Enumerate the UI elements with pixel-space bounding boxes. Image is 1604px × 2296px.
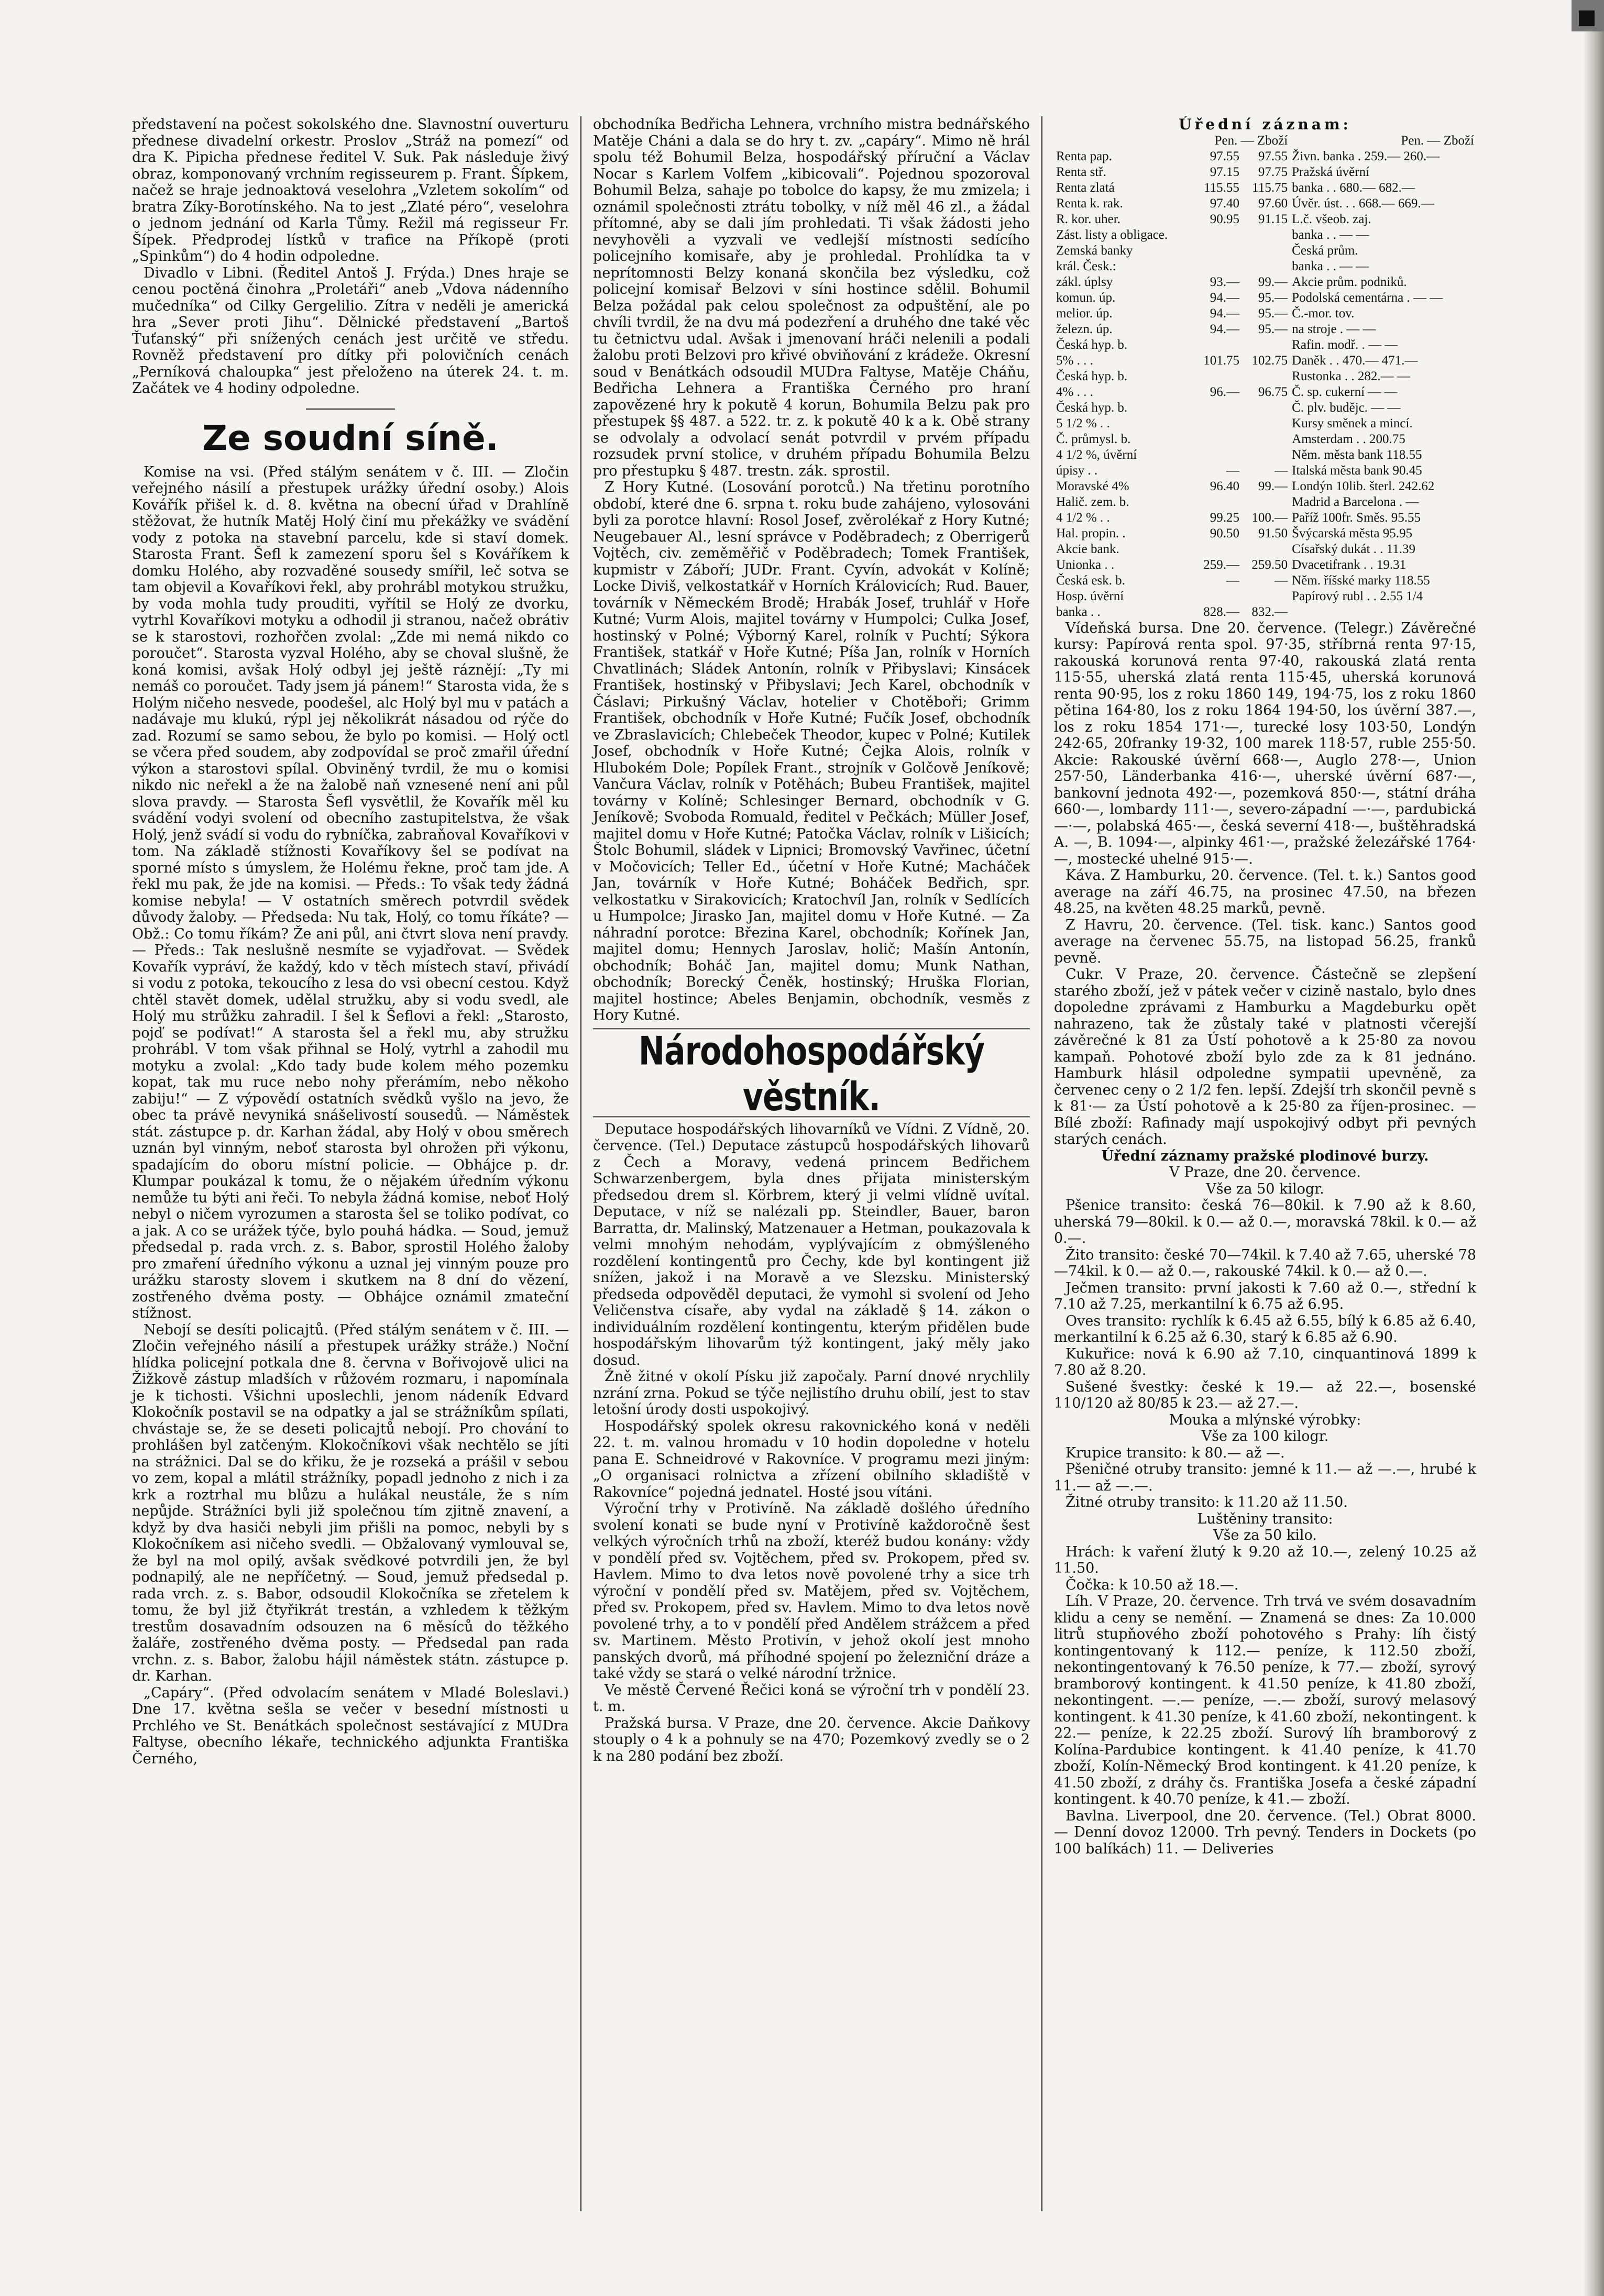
- quotes-cell: L.č. všeob. zaj.: [1292, 212, 1371, 226]
- quotes-cell: [1193, 494, 1242, 510]
- quotes-cell: [1193, 227, 1242, 243]
- quotes-cell: [1193, 416, 1242, 432]
- corn-prices: Kukuřice: nová k 6.90 až 7.10, cinquantinová 1899 k 7.80 až 8.20.: [1054, 1345, 1476, 1378]
- quotes-cell: [1242, 227, 1290, 243]
- quotes-cell: Zást. listy a obligace.: [1056, 227, 1168, 242]
- quotes-cell: Renta zlatá: [1056, 180, 1115, 195]
- quotes-cell: 100.—: [1251, 510, 1288, 525]
- legumes-unit: Vše za 50 kilo.: [1213, 1527, 1317, 1543]
- quotes-cell: Císařský dukát . . 11.39: [1292, 542, 1416, 556]
- quotes-row: [1054, 510, 1476, 526]
- quotes-cell: Hosp. úvěrní: [1056, 589, 1124, 603]
- quotes-cell: Pražská úvěrní: [1292, 164, 1370, 179]
- quotes-cell: —: [1275, 573, 1288, 588]
- quotes-row: [1054, 259, 1476, 274]
- quotes-cell: melior. úp.: [1056, 306, 1113, 321]
- quotes-cell: Londýn 10lib. šterl. 242.62: [1292, 479, 1435, 493]
- column-3: [1042, 116, 1488, 2211]
- quotes-cell: Renta stř.: [1056, 164, 1106, 179]
- theatre-notice: představení na počest sokolského dne. Slavnostní ouverturu přednese divadelní orkestr. Proslov „Stráž na pomezí“ od dra K. Pipicha přednese ředitel V. Suk. Pak následuje živý obraz, komponovaný vrchním regisseurem p. Frant. Šípkem, načež se hraje jednoaktová veselohra „Vzletem sokolím“ od bratra Zíky-Borotínského. Na to jest „Zlaté péro“, veselohra o jednom jednání od Karla Tůmy. Režil má regisseur Fr. Šípek. Předprodej lístků v trafice na Příkopě (proti „Spinkům“) do 4 hodin odpoledne.: [132, 116, 569, 264]
- quotes-cell: —: [1226, 463, 1239, 478]
- quotes-cell: zákl. úplsy: [1056, 274, 1113, 289]
- quotes-row: [1054, 227, 1476, 243]
- quotes-cell: 5% . . .: [1056, 353, 1093, 368]
- court-article-policajti: Nebojí se desíti policajtů. (Před stálým senátem v č. III. — Zločin veřejného násilí a přestupek urážky stráže.) Noční hlídka policejní potkala dne 8. června v Bořivojově ulici na Žižkově zástup mladších v růžovém rozmaru, i napomínala je k tichosti. Všichni uposlechli, jenom nádeník Edvard Klokočník postavil se na odpatky a jal se strážníkům spílati, chvástaje se, že se deseti policajtů nebojí. Pro chování to prohlášen byl zatčeným. Klokočníkovi však nechtělo se jíti na strážnici. Dal se do křiku, že je rozseká a prášil v sebou vo zem, kopal a mlátil strážníky, popadl jednoho z nich i za krk a roztrhal mu blůzu a hulákal neustále, že s ním nepůjde. Strážníci byli již společnou tím zjitně znavení, a když by dva hasiči nebyli jim přišli na pomoc, nebyli by s Klokočníkem asi ničeho svedli. — Obžalovaný vymlouval se, že byl na mol opilý, avšak svědkové potvrdili jen, že byl podnapilý, ale ne nepříčetný. — Soud, jemuž předsedal p. rada vrch. z. s. Babor, odsoudil Klokočníka se zřetelem k tomu, že byl již čtyřikrát trestán, a vzhledem k těžkým trestům dosavadním odsouzen na 6 měsíců do těžkého žaláře, zostřeného dvěma posty. — Předsedal pan rada vrchn. z. s. Babor, žalobu hájil náměstek státn. zástupce p. dr. Karhan.: [132, 1321, 569, 1684]
- quotes-cell: [1242, 589, 1290, 604]
- quotes-cell: 97.75: [1258, 164, 1288, 179]
- quotes-cell: úpisy . .: [1056, 463, 1098, 478]
- quotes-cell: Rafin. modř. . — —: [1292, 337, 1398, 352]
- quotes-row: [1054, 322, 1476, 337]
- quotes-cell: Česká prům.: [1292, 243, 1358, 258]
- quotes-cell: 90.95: [1210, 212, 1239, 226]
- quotes-cell: R. kor. uher.: [1056, 212, 1120, 226]
- quotes-cell: [1193, 400, 1242, 416]
- quotes-cell: Č. sp. cukerní — —: [1292, 384, 1398, 399]
- quotes-cell: Č.-mor. tov.: [1292, 306, 1355, 321]
- table-header-row: [1054, 133, 1476, 149]
- quotes-cell: banka . .: [1056, 604, 1101, 619]
- quotes-cell: Česká hyp. b.: [1056, 369, 1128, 383]
- quotes-row: [1054, 369, 1476, 384]
- quotes-row: [1054, 149, 1476, 164]
- quotes-cell: [1242, 432, 1290, 447]
- quotes-cell: 95.—: [1258, 322, 1288, 336]
- economy-section-title: Národohospodářský věstník.: [638, 1028, 985, 1120]
- newspaper-page: [120, 116, 1488, 2211]
- quotes-cell: 5 1/2 % . .: [1056, 416, 1110, 431]
- quotes-cell: 97.40: [1210, 196, 1239, 211]
- quotes-row: [1054, 164, 1476, 180]
- prague-exchange: Pražská bursa. V Praze, dne 20. července. Akcie Daňkovy stouply o 4 k a pohnuly se na 470; Pozemkový zvedly se o 2 k na 280 podání bez zboží.: [593, 1715, 1030, 1764]
- quotes-row: [1054, 353, 1476, 369]
- quotes-cell: [1193, 589, 1242, 604]
- semolina-prices: Krupice transito: k 80.— až —.: [1065, 1444, 1285, 1461]
- harvest-pisek: Žně žitné v okolí Písku již započaly. Parní dnové nrychlily nzrání zrna. Pokud se týče nejlistího druhu obilí, jest to stav letošní úrody dosti uspokojivý.: [593, 1368, 1030, 1418]
- quotes-cell: 99.—: [1258, 274, 1288, 289]
- quotes-cell: 115.75: [1252, 180, 1288, 195]
- quotes-row: [1054, 589, 1476, 604]
- quotes-cell: 4% . . .: [1056, 384, 1093, 399]
- quotes-cell: [1193, 447, 1242, 463]
- quotes-row: [1054, 212, 1476, 227]
- oat-prices: Oves transito: rychlík k 6.45 až 6.55, bílý k 6.85 až 6.40, merkantilní k 6.25 až 6.30, starý k 6.85 až 6.90.: [1054, 1312, 1476, 1345]
- quotes-cell: 97.60: [1258, 196, 1288, 211]
- quotes-cell: Rustonka . . 282.— —: [1292, 369, 1410, 383]
- quotes-row: [1054, 290, 1476, 306]
- court-article-komise: Komise na vsi. (Před stálým senátem v č. III. — Zločin veřejného násilí a přestupek urážky úřední osoby.) Alois Kovářík přišel k. d. 8. května na obecní úřad v Drahlíně stěžovat, že hutník Matěj Holý činí mu překážky ve svádění vody z potoka na stavební parcelu, kde si staví domek. Starosta Frant. Šefl k zamezení sporu šel s Kováříkem k domku Holého, aby rozvaděné sousedy smířil, leč sotva se tam objevil a Kovaříkovi řekl, aby prohrábl motykou stružku, by voda mohla tudy prouditi, vyřítil se Holý ze dvorku, vytrhl Kovaříkovi motyku a odhodil ji stranou, načež obrátiv se k starostovi, rozhořčen zvolal: „Zde mi nemá nikdo co poroučet“. Starosta vyzval Holého, aby se choval slušně, že koná komisi, avšak Holý odbyl jej ještě ráznějí: „Ty mi nemáš co poroučet. Tady jsem já pánem!“ Starosta vida, že s Holým ničeho nesvede, poodešel, alc Holý byl mu v patách a nadávaje mu klukú, rýpl jej několikrát násadou od rýče do zad. Rozumí se samo sebou, že bylo po komisi. — Holý octl se včera před soudem, aby zodpovídal se proč zmařil úřední výkon a starostovi spílal. Obviněný tvrdil, že mu o komisi nikdo nic neřekl a že na žalobě naň vznesené není ani půl slova pravdy. — Starosta Šefl vysvětlil, že Kovařík měl ku svádění vodyi svolení od obecního zastupitelstva, že však Holý, jenž svádí si vodu do rybníčka, zabraňoval Kovaříkovi v tom. Na základě stížnosti Kovaříkovy šel se podívat na sporné místo s úmyslem, že Holému řekne, proč tam jde. A řekl mu pak, že jde na komisi. — Předs.: To však tedy žádná komise nebyla! — V ostatních směrech potvrdil svědek důvody žaloby. — Předseda: Nu tak, Holý, co tomu říkáte? — Obž.: Co tomu říkám? Že ani půl, ani čtvrt slova není pravdy. — Předs.: Tak neslušně nesmíte se vyjadřovat. — Svědek Kovařík vypráví, že každý, kdo v těch místech staví, přivádí si vodu z potoka, tekoucího z lesa do vsi obecní cestou. Když chtěl stavět domek, udělal stružku, aby si vodu svedl, ale Holý mu strůžku zahradil. I šel k Šeflovi a řekl: „Starosto, pojď se podívat!“ A starosta šel a řekl mu, aby stružku prohrábl. V tom však přihnal se Holý, vytrhl a zahodil mu motyku a zvolal: „Kdo tady bude kolem mého pozemku kopat, tak mu ruce nebo nohy přerámím, nebo někoho zabiju!“ — Z výpovědí ostatních svědků vyšlo na jevo, že obec ta právě nevyniká snášelivostí sousedů. — Náměstek stát. zástupce p. dr. Karhan žádal, aby Holý v obou směrech uznán byl vinným, neboť starosta byl ohrožen při výkonu, spadajícím do oboru místní policie. — Obhájce p. dr. Klumpar poukázal k tomu, že o nějakém úředním výkonu nemůže tu býti ani řeči. To nebyla žádná komise, neboť Holý nebyl o ničem vyrozumen a starosta šel se toliko podívat, co a jak. A co se urážek týče, bylo pouhá hádka. — Soud, jemuž předsedal p. rada vrch. z. s. Babor, sprostil Holého žaloby pro zmaření úředního výkonu a uznal jej vinným pouze pro urážku starosty slovem i skutkem na 8 dní do vězení, zostřeného dvěma posty. — Obhájce oznámil zmateční stížnost.: [132, 463, 569, 1321]
- scan-marker: [1579, 10, 1595, 26]
- quotes-cell: Unionka . .: [1056, 557, 1115, 572]
- quotes-cell: Podolská cementárna . — —: [1292, 290, 1443, 305]
- quotes-row: [1054, 479, 1476, 494]
- hora-kutna-jurors: Z Hory Kutné. (Losování porotců.) Na třetinu porotního období, které dne 6. srpna t. roku bude zahájeno, vylosováni byli za porotce hlavní: Rosol Josef, zvěrolékař z Hory Kutné; Neugebauer Al., lesní správce v Poděbradech; z Oberrigerů Vojtěch, civ. zeměměřič v Poděbradech; Tomek František, kupmistr v Záboří; JUDr. Frant. Cyvín, advokát v Kolíně; Locke Diviš, velkostatkář v Horních Královicích; Rud. Bauer, továrník v Německém Brodě; Hrabák Josef, truhlář v Hoře Kutné; Vurm Alois, majitel továrny v Humpolci; Culka Josef, hostinský v Polné; Výborný Karel, rolník v Puchtí; Sýkora František, statkář v Hoře Kutné; Píša Jan, rolník v Horních Chvatlinách; Sládek Antonín, rolník v Přibyslavi; Kinsácek František, hostinský v Přibyslavi; Jech Karel, obchodník v Čáslavi; Pirkušný Václav, hotelier v Chotěboři; Grimm František, obchodník v Hoře Kutné; Fučík Josef, obchodník ve Zbraslavicích; Chlebeček Theodor, kupec v Polné; Kutilek Josef, obchodník v Hoře Kutné; Čejka Alois, rolník v Hlubokém Dole; Popílek Frant., strojník v Golčově Jeníkově; Vančura Václav, rolník v Potěhách; Bubeu František, majitel továrny v Kolíně; Schlesinger Bernard, obchodník v G. Jeníkově; Svoboda Romuald, ředitel v Pečkách; Müller Josef, majitel domu v Hoře Kutné; Patočka Václav, rolník v Lišicích; Štolc Bohumil, sládek v Lipnici; Bromovský Vavřinec, účetní v Močovicích; Teller Ed., účetní v Hoře Kutné; Macháček Jan, továrník v Hoře Kutné; Boháček Bedřich, spr. velkostatku v Sirakovicích; Kratochvíl Jan, rolník v Sedlících u Humpolce; Jirasko Jan, majitel domu v Hoře Kutné. — Za náhradní porotce: Březina Karel, obchodník; Kořínek Jan, majitel domu; Hennych Jaroslav, holič; Mašín Antonín, obchodník; Boháč Jan, majitel domu; Munk Nathan, obchodník; Borecký Čeněk, hostinský; Hruška Florian, majitel hostince; Abeles Benjamin, obchodník, vesměs z Hory Kutné.: [593, 479, 1030, 1023]
- rakovnik-society: Hospodářský spolek okresu rakovnického koná v neděli 22. t. m. valnou hromadu v 10 hodin dopoledne v hotelu pana E. Schneidrové v Rakovníce. V programu mezi jiným: „O organisaci rolnictva a zřízení obilního skladiště v Rakovníce“ pojedná jednatel. Hosté jsou vítáni.: [593, 1418, 1030, 1500]
- quotes-cell: Paříž 100fr. Směs. 95.55: [1292, 510, 1421, 525]
- quotes-cell: —: [1226, 573, 1239, 588]
- quotes-cell: Papírový rubl . . 2.55 1/4: [1292, 589, 1423, 603]
- coffee-hamburg: Káva. Z Hamburku, 20. července. (Tel. t. k.) Santos good average na září 46.75, na prosinec 47.50, na březen 48.25, na květen 48.25 marků, pevně.: [1054, 867, 1476, 917]
- quotes-cell: 94.—: [1210, 306, 1239, 321]
- quotes-cell: 4 1/2 % . .: [1056, 510, 1110, 525]
- quotes-cell: Akcie bank.: [1056, 542, 1119, 556]
- quotes-cell: 95.—: [1258, 306, 1288, 321]
- quotes-cell: —: [1275, 463, 1288, 478]
- quotes-cell: banka . . — —: [1292, 227, 1369, 242]
- rye-prices: Žito transito: české 70—74kil. k 7.40 až 7.65, uherské 78—74kil. k 0.— až 0.—, rakouské 74kil. k 0.— až 0.—.: [1054, 1246, 1476, 1279]
- quotes-row: [1054, 573, 1476, 589]
- quotes-cell: Amsterdam . . 200.75: [1292, 432, 1405, 446]
- quotes-cell: Č. plv. budějc. — —: [1292, 400, 1401, 415]
- quotes-cell: 259.50: [1251, 557, 1288, 572]
- protivin-markets: Výroční trhy v Protivíně. Na základě došlého úředního svolení konati se bude nyní v Protivíně každoročně šest velkých výročních trhů na zboží, kteréž budou konány: vždy v pondělí před sv. Vojtěchem, před sv. Prokopem, před sv. Havlem. Mimo to dva letos nově povolené trhy a sice trh výroční v pondělí před sv. Matějem, před sv. Vojtěchem, před sv. Prokopem, před sv. Havlem. Mimo to dva letos nově povolené trhy, a to v pondělí před Andělem strážcem a před sv. Martinem. Město Protivín, v jehož okolí jest mnoho panských dvorů, má příhodné spojení po železniční dráze a také vždy se stará o velké národní tržnice.: [593, 1500, 1030, 1682]
- quotes-cell: Zemská banky: [1056, 243, 1133, 258]
- quotes-cell: 97.15: [1210, 164, 1239, 179]
- quotes-cell: Česká esk. b.: [1056, 573, 1125, 588]
- quotes-cell: 828.—: [1203, 604, 1239, 619]
- spirits-market: Líh. V Praze, 20. července. Trh trvá ve svém dosavadním klidu a ceny se nemění. — Znamená se dnes: Za 10.000 litrů stupňového zboží pohotového s Prahy: líh čistý kontingentovaný k 112.— peníze, k 112.50 zboží, nekontingentovaný k 76.50 peníze, k 77.— zboží, syrový bramborový kontingent. k 41.50 peníze, k 41.80 zboží, nekontingent. —.— peníze, —.— zboží, surový melasový kontingent. k 41.30 peníze, k 41.60 zboží, nekontingent. k 22.— peníze, k 22.25 zboží. Surový líh bramborový z Kolína-Pardubice kontingent. k 41.40 peníze, k 41.70 zboží, Kolín-Německý Brod kontingent. k 41.20 peníze, k 41.50 zboží, z dráhy čs. Františka Josefa a české západní kontingent. k 40.70 peníze, k 41.— zboží.: [1054, 1593, 1476, 1807]
- quotes-cell: Č. průmysl. b.: [1056, 432, 1131, 446]
- quotes-cell: [1242, 416, 1290, 432]
- rye-bran-prices: Žitné otruby transito: k 11.20 až 11.50.: [1065, 1494, 1348, 1510]
- cervena-recice-market: Ve městě Červené Řečici koná se výroční trh v pondělí 23. t. m.: [593, 1682, 1030, 1715]
- quotes-cell: 91.50: [1258, 526, 1288, 540]
- quotes-cell: 96.40: [1210, 479, 1239, 493]
- quotes-cell: 94.—: [1210, 290, 1239, 305]
- header-right: Pen. — Zboží: [1401, 133, 1474, 148]
- quotes-cell: 90.50: [1210, 526, 1239, 540]
- quotes-cell: 4 1/2 %, úvěrní: [1056, 447, 1137, 462]
- quotes-row: [1054, 274, 1476, 290]
- quotes-cell: 96.—: [1210, 384, 1239, 399]
- official-quotes-title: Úřední záznam:: [1179, 116, 1352, 133]
- quotes-cell: Moravské 4%: [1056, 479, 1129, 493]
- court-article-capary: „Capáry“. (Před odvolacím senátem v Mladé Boleslavi.) Dne 17. května sešla se večer v besední místnosti u Prchlého ve St. Benátkách společnost sestávající z MUDra Faltyse, obecního lékaře, technického adjunkta Františka Černého,: [132, 1684, 569, 1767]
- quotes-cell: Renta pap.: [1056, 149, 1112, 163]
- quotes-cell: 91.15: [1258, 212, 1288, 226]
- quotes-cell: [1193, 369, 1242, 384]
- column-2: [581, 116, 1042, 2211]
- quotes-row: [1054, 463, 1476, 479]
- libne-theatre-notice: Divadlo v Libni. (Ředitel Antoš J. Frýda.) Dnes hraje se cenou poctěná činohra „Proletáři“ aneb „Vdova nádenního mučedníka“ od Cilky Gergelilio. Zítra v neděli je americká hra „Sever proti Jihu“. Dělnické představení „Bartoš Ťuťanský“ při snížených cenách jest určitě ve středu. Rovněž představení pro dítky při polovičních cenách „Perníková chaloupka“ jest přeloženo na úterek 24. t. m. Začátek ve 4 hodiny odpoledne.: [132, 264, 569, 396]
- quotes-cell: [1193, 243, 1242, 259]
- quotes-cell: Akcie prům. podniků.: [1292, 274, 1407, 289]
- quotes-cell: komun. úp.: [1056, 290, 1116, 305]
- quotes-row: [1054, 243, 1476, 259]
- quotes-cell: Italská města bank 90.45: [1292, 463, 1422, 478]
- quotes-row: [1054, 384, 1476, 400]
- quotes-cell: 99.—: [1258, 479, 1288, 493]
- mill-title: Mouka a mlýnské výrobky:: [1169, 1411, 1361, 1428]
- quotes-row: [1054, 557, 1476, 573]
- quotes-cell: [1193, 542, 1242, 557]
- divider: [306, 409, 395, 410]
- quotes-cell: Renta k. rak.: [1056, 196, 1123, 211]
- quotes-cell: Úvěr. úst. . . 668.— 669.—: [1292, 196, 1434, 211]
- grain-exchange-title: Úřední záznamy pražské plodinové burzy.: [1101, 1147, 1429, 1164]
- quotes-row: [1054, 604, 1476, 620]
- quotes-cell: Česká hyp. b.: [1056, 337, 1128, 352]
- quotes-cell: Halič. zem. b.: [1056, 494, 1129, 509]
- quotes-cell: 96.75: [1258, 384, 1288, 399]
- quotes-cell: Kursy směnek a mincí.: [1292, 416, 1413, 431]
- quotes-row: [1054, 337, 1476, 353]
- quotes-cell: [1242, 400, 1290, 416]
- quotes-cell: [1242, 243, 1290, 259]
- quotes-cell: na stroje . — —: [1292, 322, 1376, 336]
- quotes-cell: 99.25: [1210, 510, 1239, 525]
- legumes-title: Luštěniny transito:: [1197, 1510, 1333, 1527]
- wheat-bran-prices: Pšeničné otruby transito: jemné k 11.— až —.—, hrubé k 11.— až —.—.: [1054, 1461, 1476, 1494]
- cotton-market: Bavlna. Liverpool, dne 20. července. (Tel.) Obrat 8000. — Denní dovoz 12000. Trh pevný. Tenders in Dockets (po 100 balíkách) 11. — Deliveries: [1054, 1807, 1476, 1857]
- quotes-cell: král. Česk.:: [1056, 259, 1116, 273]
- quotes-cell: Madrid a Barcelona . —: [1292, 494, 1419, 509]
- quotes-cell: [1242, 259, 1290, 274]
- quotes-cell: [1242, 447, 1290, 463]
- quotes-cell: 94.—: [1210, 322, 1239, 336]
- court-section-title: Ze soudní síně.: [202, 417, 499, 458]
- coffee-havre: Z Havru, 20. července. (Tel. tisk. kanc.) Santos good average na červenec 55.75, na listopad 56.25, franků pevně.: [1054, 917, 1476, 966]
- quotes-cell: Hal. propin. .: [1056, 526, 1126, 540]
- quotes-row: [1054, 432, 1476, 447]
- quotes-cell: 97.55: [1210, 149, 1239, 163]
- wheat-prices: Pšenice transito: česká 76—80kil. k 7.90 až k 8.60, uherská 79—80kil. k 0.— až 0.—, moravská 78kil. k 0.— až 0.—.: [1054, 1197, 1476, 1246]
- header-left: Pen. — Zboží: [1214, 133, 1288, 148]
- quotes-cell: banka . . 680.— 682.—: [1292, 180, 1415, 195]
- quotes-cell: 102.75: [1251, 353, 1288, 368]
- quotes-cell: Něm. města bank 118.55: [1292, 447, 1422, 462]
- quotes-cell: 259.—: [1203, 557, 1239, 572]
- quotes-cell: [1242, 494, 1290, 510]
- sugar-prague: Cukr. V Praze, 20. července. Částečně se zlepšení starého zboží, jež v pátek večer v cizině nastalo, bylo dnes dopoledne zprávami z Hamburku a Magdeburku opět nahrazeno, tak že zůstaly také v platnosti včerejší závěrečné k 81 za Ústí pohotově a k 25·80 za novou kampaň. Pohotové zboží bylo zde za k 81 jednáno. Hamburk hlásil odpoledne sympatii upevněně, za červenec ceny o 2 1/2 fen. lepší. Zdejší trh skončil pevně s k 81·— za Ústí pohotově a k 25·80 za říjen-prosinec. — Bílé zboží: Rafinady mají uspokojivý odbyt při pevných starých cenách.: [1054, 966, 1476, 1147]
- quotes-row: [1054, 416, 1476, 432]
- quotes-cell: 101.75: [1203, 353, 1239, 368]
- quotes-cell: Švýcarská města 95.95: [1292, 526, 1412, 540]
- quotes-cell: 97.55: [1258, 149, 1288, 163]
- distillers-deputation: Deputace hospodářských lihovarníků ve Vídni. Z Vídně, 20. července. (Tel.) Deputace zástupců hospodářských lihovarů z Čech a Moravy, vedená princem Bedřichem Schwarzenbergem, byla dnes přijata ministerským předsedou drem sl. Körbrem, který ji velmi vlídně uvítal. Deputace, v níž se nalézali pp. Steindler, Bauer, baron Barratta, dr. Malinský, Matzenauer a Hetman, poukazovala k velmi mnohým nehodám, vyplývajícím z obmýšleného rozdělení kontingentů pro Čechy, kde byl kontingent již snížen, jakož i na Moravě a ve Slezsku. Ministerský předseda odpověděl deputaci, že vymohl si svolení od Jeho Veličenstva císaře, aby vydal na základě § 14. zákon o individuálním rozdělení kontingentu, kterým přidělen bude hospodářským lihovarům týž kontingent, jaký měly jako dosud.: [593, 1121, 1030, 1368]
- pea-prices: Hrách: k vaření žlutý k 9.20 až 10.—, zelený 10.25 až 11.50.: [1054, 1543, 1476, 1576]
- quotes-cell: 115.55: [1204, 180, 1239, 195]
- grain-exchange-unit: Vše za 50 kilogr.: [1206, 1180, 1324, 1197]
- column-1: [120, 116, 581, 2211]
- quotes-row: [1054, 447, 1476, 463]
- quotes-cell: banka . . — —: [1292, 259, 1369, 273]
- quotes-row: [1054, 526, 1476, 542]
- quotes-row: [1054, 542, 1476, 557]
- quotes-cell: [1290, 604, 1476, 620]
- quotes-cell: [1193, 337, 1242, 353]
- quotes-cell: [1242, 369, 1290, 384]
- vienna-exchange: Vídeňská bursa. Dne 20. července. (Telegr.) Závěrečné kursy: Papírová renta spol. 97·35, stříbrná renta 97·15, rakouská korunová renta 97·40, rakouská zlatá renta 115·55, uherská zlatá renta 115·45, uherská korunová renta 90·95, los z roku 1860 149, 194·75, los z roku 1860 pětina 164·80, los z roku 1864 194·50, los úvěrní 387.—, los z roku 1854 171·—, turecké losy 103·50, Londýn 242·65, 20franky 19·32, 100 marek 118·57, ruble 255·50. Akcie: Rakouské úvěrní 668·—, Auglo 278·—, Union 257·50, Länderbanka 416·—, uherské úvěrní 687·—, bankovní jednota 492·—, pozemková 850·—, státní dráha 660·—, lombardy 111·—, severo-západní —·—, pardubická —·—, polabská 465·—, česká severní 418·—, buštěhradská A. —, B. 1094·—, alpinky 461·—, pražské železářské 1764·—, mostecké uhelné 915·—.: [1054, 620, 1476, 867]
- quotes-cell: [1193, 432, 1242, 447]
- quotes-cell: [1193, 259, 1242, 274]
- quotes-row: [1054, 494, 1476, 510]
- capary-continuation: obchodníka Bedřicha Lehnera, vrchního mistra bednářského Matěje Cháni a dala se do hry t. zv. „capáry“. Mimo ně hrál spolu též Bohumil Belza, hospodářský příruční a Václav Nocar s Karlem Volfem „kibicovali“. Pojednou spozoroval Bohumil Belza, sahaje po tobolce do kapsy, že mu zmizela; i oznámil společnosti ztrátu tobolky, v níž měl 46 zl., a žádal přítomné, aby se dali jím prohledati. Ti však žádosti jeho nevyhověli a vyzvali ve vedlejší místnosti sedícího policejního komisaře, aby je prohledal. Prohlídka ta v neprítomnosti Belzy konaná skončila bez výsledku, což policejní komisař Belzovi v síni hostince sdělil. Bohumil Belza požádal pak celou společnost za odpuštění, ale po chvíli tvrdil, že na dvu má podezření a druhého dne také věc tu četnictvu udal. Avšak i jmenovaní hráči nelenili a podali žalobu proti Belzovi pro křivé obviňování z krádeže. Okresní soud v Benátkách odsoudil MUDra Faltyse, Matěje Cháňu, Bedřicha Lehnera a Františka Černého pro hraní zapovězené hry k pokutě 4 korun, Bohumila Belzu pak pro přestupek §§ 487. a 522. tr. z. k pokutě 40 k a k. Obě strany se odvolaly a odvolací senát potvrdil v prvém případu rozsudek první stolice, v druhém případu Bohumila Belzu pro přestupku § 487. trestn. zák. sprostil.: [593, 116, 1030, 479]
- barley-prices: Ječmen transito: první jakosti k 7.60 až 0.—, střední k 7.10 až 7.25, merkantilní k 6.75 až 6.95.: [1054, 1279, 1476, 1312]
- quotes-cell: Živn. banka . 259.— 260.—: [1292, 149, 1440, 163]
- lentil-prices: Čočka: k 10.50 až 18.—.: [1065, 1576, 1239, 1593]
- quotes-cell: Něm. říšské marky 118.55: [1292, 573, 1430, 588]
- quotes-row: [1054, 196, 1476, 212]
- quotes-cell: [1242, 337, 1290, 353]
- quotes-table: [1054, 133, 1476, 620]
- page-edge: [1583, 0, 1604, 2296]
- prune-prices: Sušené švestky: české k 19.— až 22.—, bosenské 110/120 až 80/85 k 23.— až 27.—.: [1054, 1378, 1476, 1411]
- quotes-cell: [1242, 542, 1290, 557]
- quotes-cell: železn. úp.: [1056, 322, 1113, 336]
- quotes-cell: 95.—: [1258, 290, 1288, 305]
- quotes-cell: Daněk . . 470.— 471.—: [1292, 353, 1418, 368]
- quotes-cell: 832.—: [1251, 604, 1288, 619]
- quotes-row: [1054, 180, 1476, 196]
- quotes-row: [1054, 400, 1476, 416]
- quotes-cell: 93.—: [1210, 274, 1239, 289]
- grain-exchange-date: V Praze, dne 20. července.: [1169, 1164, 1361, 1180]
- quotes-cell: Česká hyp. b.: [1056, 400, 1128, 415]
- mill-unit: Vše za 100 kilogr.: [1201, 1428, 1329, 1444]
- quotes-row: [1054, 306, 1476, 322]
- quotes-cell: Dvacetifrank . . 19.31: [1292, 557, 1407, 572]
